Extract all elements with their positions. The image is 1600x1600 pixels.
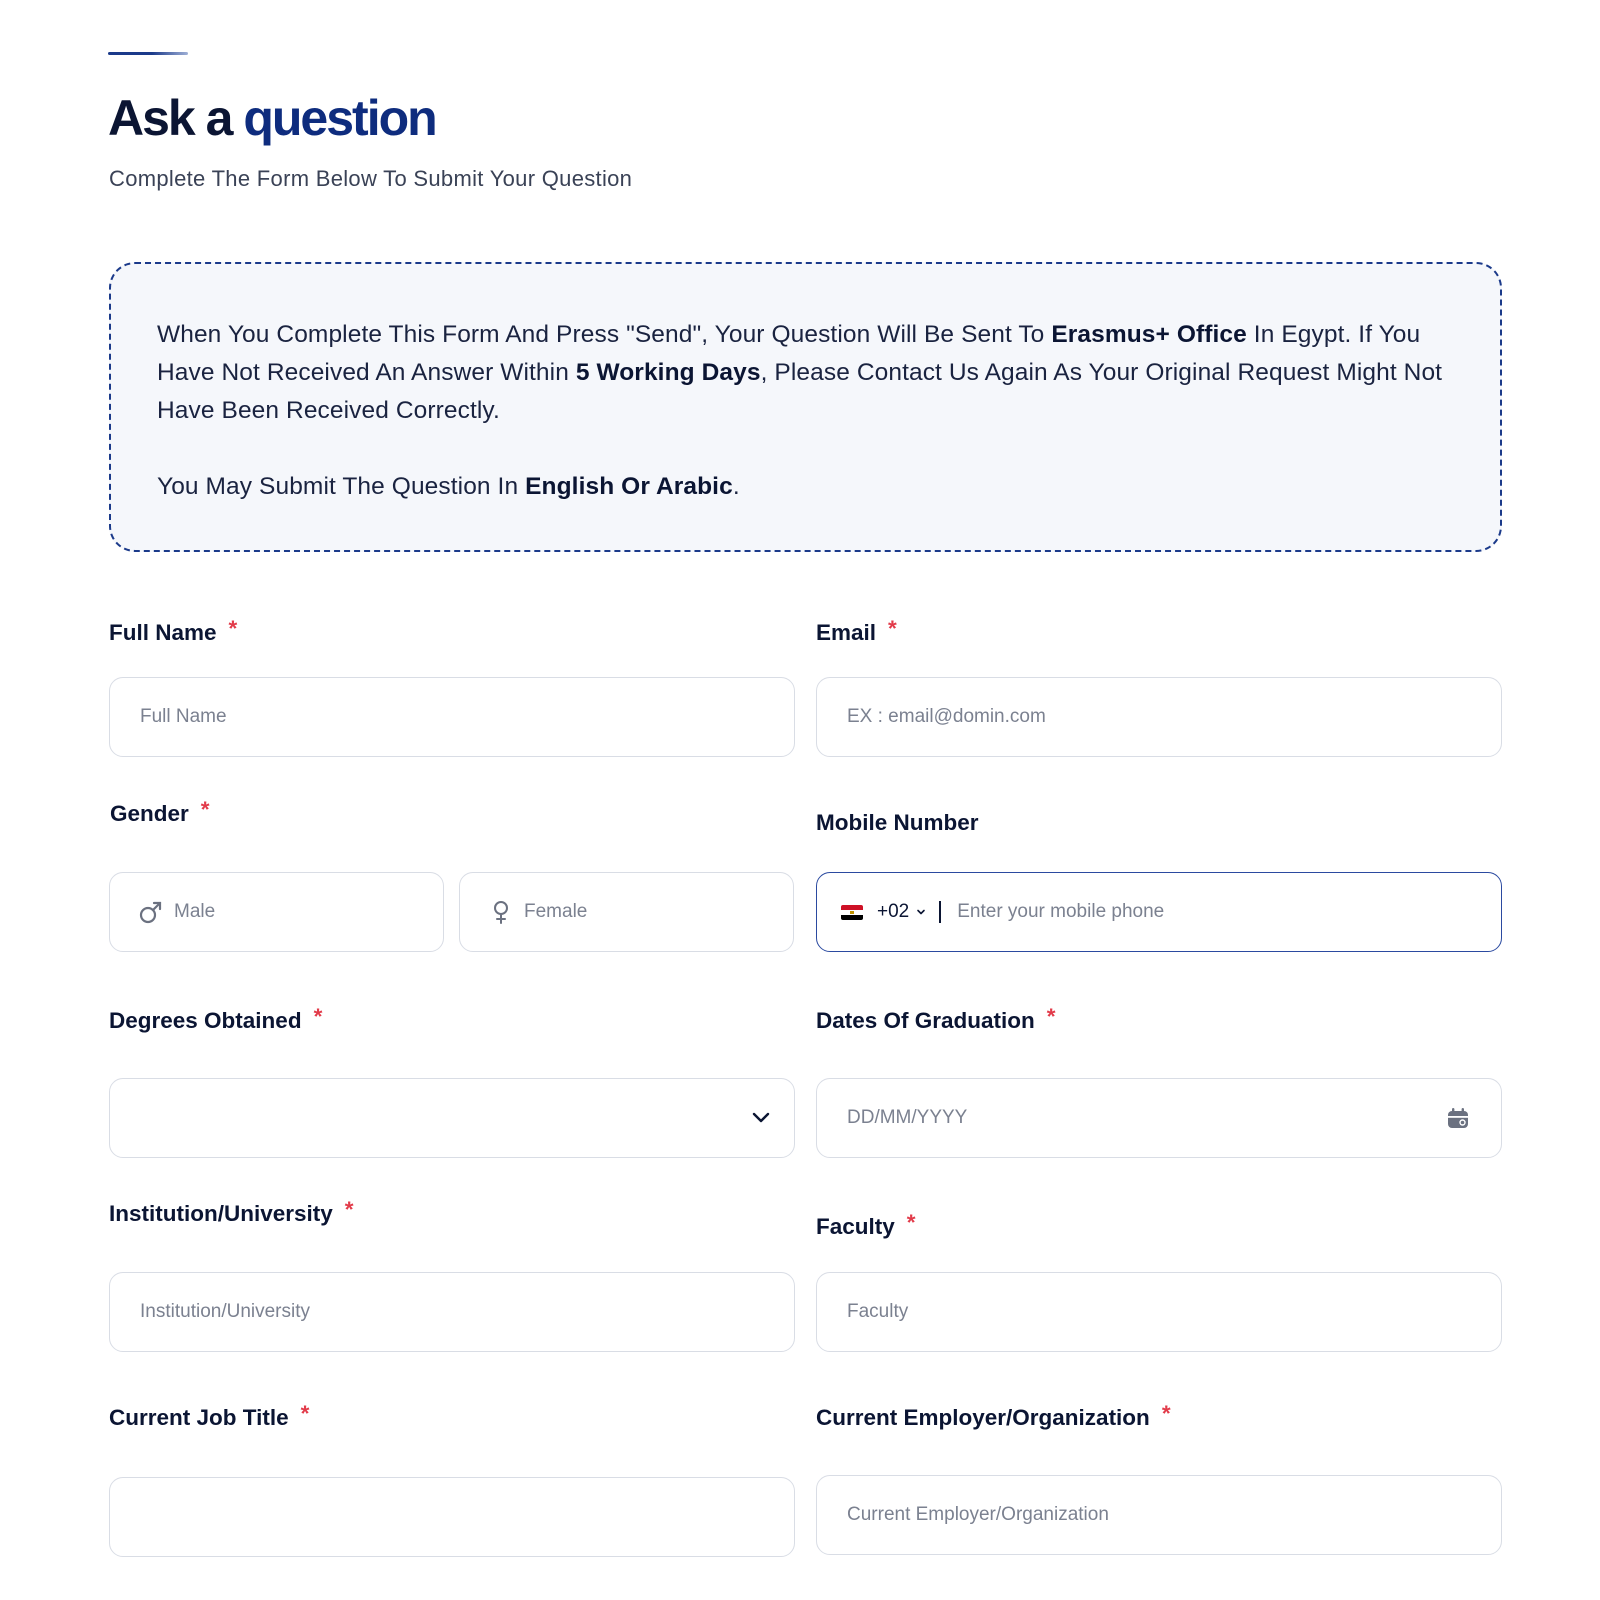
notice-text: You May Submit The Question In — [157, 473, 526, 500]
mobile-number-label: Mobile Number — [816, 810, 979, 835]
degrees-obtained-label — [109, 1004, 323, 1034]
employer-label-text: Current Employer/Organization — [816, 1405, 1150, 1430]
job-title-label — [109, 1401, 310, 1431]
page-title-part2: question — [243, 90, 436, 146]
notice-paragraph-1 — [157, 316, 1454, 430]
notice-emphasis: English Or Arabic — [525, 473, 733, 500]
degrees-obtained-select[interactable] — [109, 1078, 795, 1158]
institution-label-text: Institution/University — [109, 1201, 333, 1226]
full-name-label — [109, 616, 238, 646]
job-title-input[interactable] — [109, 1477, 795, 1557]
notice-emphasis: Erasmus+ Office — [1051, 321, 1247, 348]
notice-text: In Egypt. If You Have Not Received An Answer Within — [157, 321, 1421, 386]
graduation-date-label — [816, 1004, 1056, 1034]
required-marker: * — [1046, 1004, 1056, 1029]
email-label — [816, 616, 897, 646]
required-marker: * — [1161, 1401, 1171, 1426]
institution-label — [109, 1197, 354, 1227]
chevron-down-icon — [915, 906, 927, 918]
egypt-flag-icon — [841, 905, 863, 920]
notice-paragraph-2 — [157, 468, 1454, 506]
required-marker: * — [228, 616, 238, 641]
mobile-number-field — [816, 872, 1502, 952]
gender-option-male[interactable] — [109, 872, 444, 952]
employer-input[interactable] — [816, 1475, 1502, 1555]
required-marker: * — [906, 1210, 916, 1235]
gender-option-label: Male — [174, 901, 216, 922]
faculty-label — [816, 1210, 916, 1240]
page-subtitle: Complete The Form Below To Submit Your Question — [109, 166, 633, 191]
employer-label — [816, 1401, 1171, 1431]
notice-emphasis: 5 Working Days — [575, 359, 761, 386]
female-symbol-icon — [488, 899, 514, 925]
gender-label — [110, 797, 210, 827]
faculty-label-text: Faculty — [816, 1214, 895, 1239]
country-code-value: +02 — [877, 901, 910, 922]
full-name-input[interactable] — [109, 677, 795, 757]
chevron-down-icon — [748, 1105, 774, 1131]
male-symbol-icon — [138, 899, 164, 925]
required-marker: * — [200, 797, 210, 822]
required-marker: * — [344, 1197, 354, 1222]
notice-text: . — [732, 473, 740, 500]
full-name-label-text: Full Name — [109, 620, 217, 645]
text-cursor-divider — [939, 901, 941, 923]
page-title — [108, 88, 436, 148]
notice-text: , Please Contact Us Again As Your Original Request Might Not Have Been Received Correctly. — [157, 359, 1443, 424]
calendar-icon[interactable] — [1445, 1105, 1471, 1131]
degrees-obtained-label-text: Degrees Obtained — [109, 1008, 302, 1033]
graduation-date-label-text: Dates Of Graduation — [816, 1008, 1035, 1033]
job-title-label-text: Current Job Title — [109, 1405, 289, 1430]
notice-text: When You Complete This Form And Press "Send", Your Question Will Be Sent To — [157, 321, 1052, 348]
title-accent-line — [108, 52, 188, 55]
gender-option-label: Female — [524, 901, 588, 922]
graduation-date-input[interactable] — [847, 1107, 1445, 1129]
info-notice-box — [109, 262, 1502, 552]
graduation-date-field — [816, 1078, 1502, 1158]
mobile-number-input[interactable] — [957, 901, 1501, 923]
required-marker: * — [888, 616, 897, 641]
faculty-input[interactable] — [816, 1272, 1502, 1352]
institution-input[interactable] — [109, 1272, 795, 1352]
email-input[interactable] — [816, 677, 1502, 757]
required-marker: * — [300, 1401, 310, 1426]
required-marker: * — [313, 1004, 323, 1029]
email-label-text: Email — [816, 620, 877, 645]
gender-option-female[interactable] — [459, 872, 794, 952]
page-title-part1: Ask a — [108, 90, 232, 146]
country-code-selector[interactable] — [877, 901, 927, 923]
gender-label-text: Gender — [110, 801, 189, 826]
